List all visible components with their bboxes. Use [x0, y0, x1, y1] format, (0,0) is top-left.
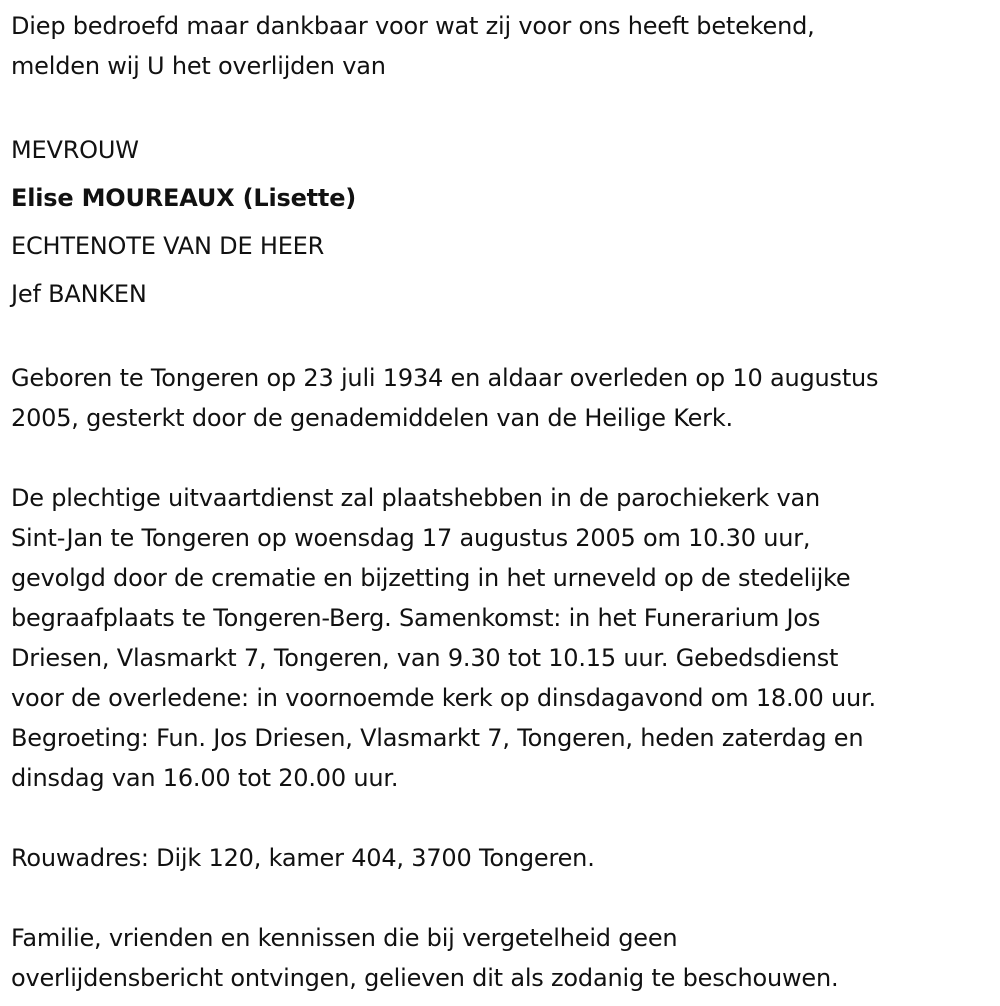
birth-death-line-1: Geboren te Tongeren op 23 juli 1934 en aldaar overleden op 10 augustus [11, 364, 879, 392]
intro-line-1: Diep bedroefd maar dankbaar voor wat zij voor ons heeft betekend, [11, 12, 815, 40]
deceased-relation: ECHTENOTE VAN DE HEER [11, 232, 325, 260]
service-line: dinsdag van 16.00 tot 20.00 uur. [11, 764, 399, 792]
spacer [11, 798, 993, 838]
spacer [11, 86, 993, 126]
spacer [11, 878, 993, 918]
intro-line-2: melden wij U het overlijden van [11, 52, 386, 80]
service-line: Driesen, Vlasmarkt 7, Tongeren, van 9.30 tot 10.15 uur. Gebedsdienst [11, 644, 839, 672]
birth-death-line-2: 2005, gesterkt door de genademiddelen van de Heilige Kerk. [11, 404, 733, 432]
service-line: begraafplaats te Tongeren-Berg. Samenkomst: in het Funerarium Jos [11, 604, 821, 632]
service-line: voor de overledene: in voornoemde kerk op dinsdagavond om 18.00 uur. [11, 684, 876, 712]
service-line: Begroeting: Fun. Jos Driesen, Vlasmarkt 7, Tongeren, heden zaterdag en [11, 724, 864, 752]
deceased-block [11, 126, 993, 318]
service-line: De plechtige uitvaartdienst zal plaatshebben in de parochiekerk van [11, 484, 821, 512]
deceased-title: MEVROUW [11, 136, 139, 164]
mourning-address: Rouwadres: Dijk 120, kamer 404, 3700 Tongeren. [11, 844, 595, 872]
deceased-name: Elise MOUREAUX (Lisette) [11, 184, 357, 212]
closing-line-2: overlijdensbericht ontvingen, gelieven dit als zodanig te beschouwen. [11, 964, 839, 992]
service-line: gevolgd door de crematie en bijzetting in het urneveld op de stedelijke [11, 564, 851, 592]
service-line: Sint-Jan te Tongeren op woensdag 17 augustus 2005 om 10.30 uur, [11, 524, 811, 552]
obituary-notice [11, 6, 993, 998]
closing-line-1: Familie, vrienden en kennissen die bij vergetelheid geen [11, 924, 678, 952]
spacer [11, 438, 993, 478]
spacer [11, 318, 993, 358]
spouse-name: Jef BANKEN [11, 280, 147, 308]
